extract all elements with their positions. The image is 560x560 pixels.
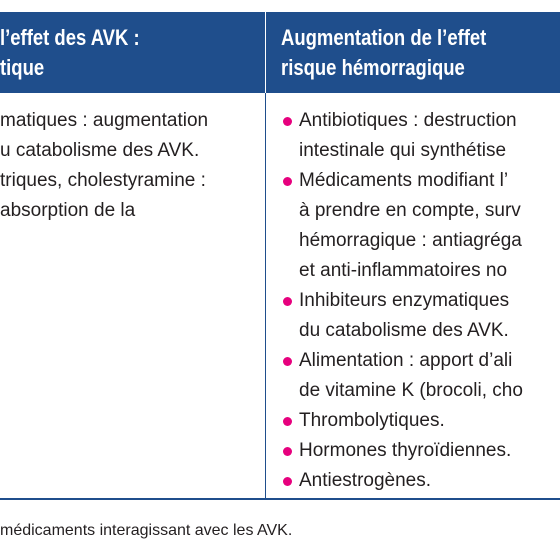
item-line: du catabolisme des AVK. [299,320,509,341]
right-column-cell [283,106,560,496]
list-item [283,346,560,406]
item-line: Hormones thyroïdiennes. [299,440,512,461]
header-left-line-1: l’effet des AVK : [0,25,140,50]
list-item [283,166,560,286]
list-item [283,436,560,466]
item-line: à prendre en compte, surv [299,200,521,221]
left-column-cell [0,106,264,226]
list-item [283,466,560,496]
item-line: Inhibiteurs enzymatiques [299,290,510,311]
list-item [283,406,560,436]
bullet-icon [283,417,292,426]
bullet-icon [283,357,292,366]
item-line: Alimentation : apport d’ali [299,350,513,371]
item-line: de vitamine K (brocoli, cho [299,380,523,401]
bullet-icon [283,477,292,486]
item-line: Antibiotiques : destruction [299,110,517,131]
list-item [283,106,560,166]
left-line: matiques : augmentation [0,110,209,131]
item-line: Thrombolytiques. [299,410,445,431]
left-line: triques, cholestyramine : [0,170,206,191]
item-line: intestinale qui synthétise [299,140,507,161]
item-line: Médicaments modifiant l’ [299,170,509,191]
bullet-icon [283,297,292,306]
left-line: absorption de la [0,200,136,221]
header-right-line-1: Augmentation de l’effet [281,25,487,50]
interaction-table [0,12,560,500]
bullet-icon [283,117,292,126]
column-divider [265,93,266,498]
item-line: Antiestrogènes. [299,470,432,491]
list-item [283,286,560,346]
header-left-line-2: tique [0,55,45,80]
item-line: hémorragique : antiagréga [299,230,522,251]
header-right-line-2: risque hémorragique [281,55,465,80]
table-caption: médicaments interagissant avec les AVK. [0,522,293,539]
bullet-icon [283,447,292,456]
bullet-icon [283,177,292,186]
left-line: u catabolisme des AVK. [0,140,200,161]
table-header [0,12,560,93]
item-line: et anti-inflammatoires no [299,260,508,281]
